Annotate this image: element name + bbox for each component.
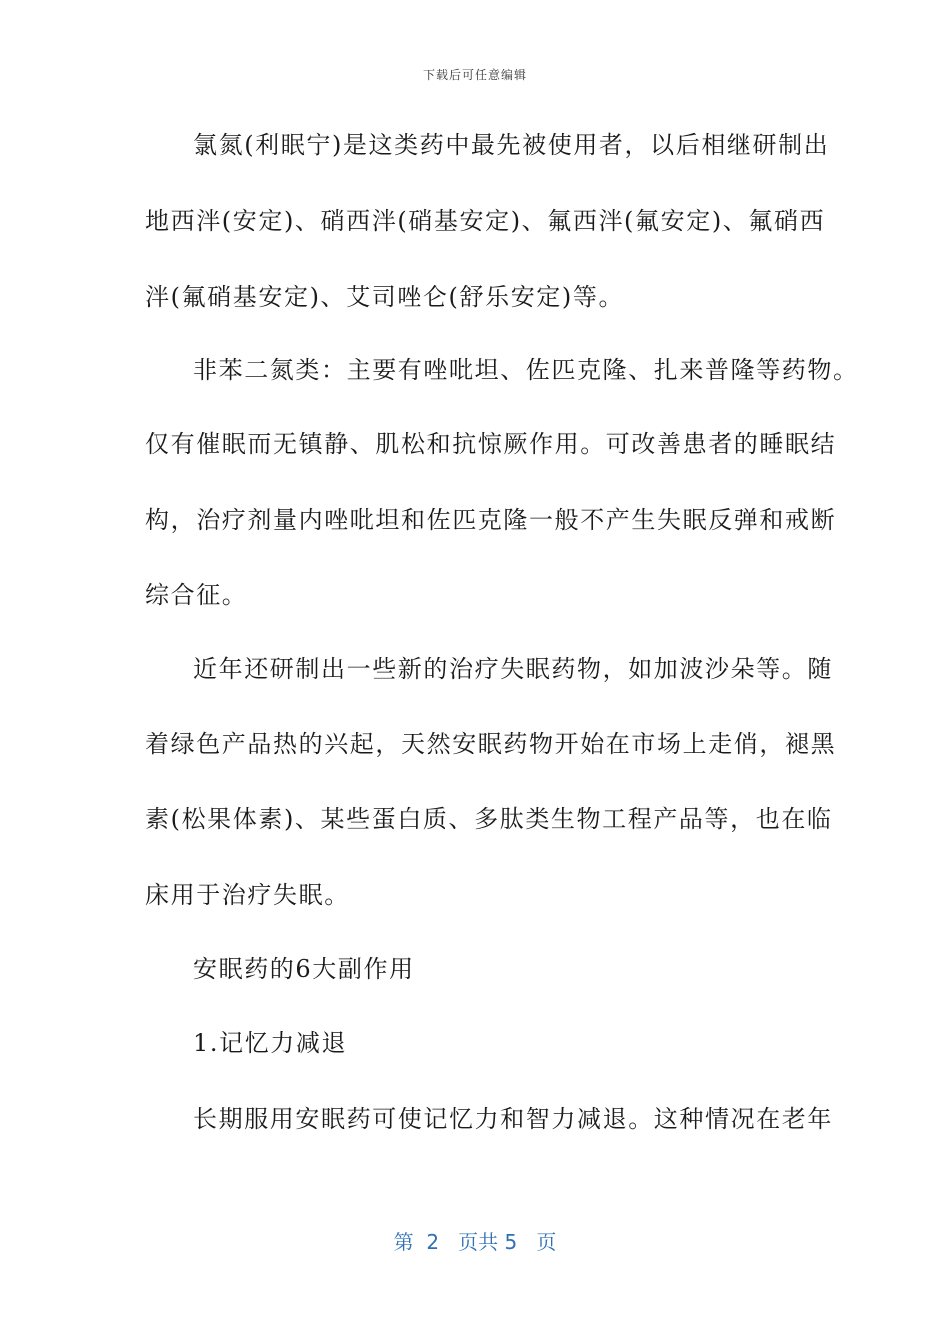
body-line: 非苯二氮类：主要有唑吡坦、佐匹克隆、扎来普隆等药物。 xyxy=(193,356,859,384)
body-line: 床用于治疗失眠。 xyxy=(145,881,350,909)
body-line: 泮(氟硝基安定)、艾司唑仑(舒乐安定)等。 xyxy=(145,283,625,311)
page-number-footer: 第 2 页共 5 页 xyxy=(393,1230,557,1254)
body-line: 素(松果体素)、某些蛋白质、多肽类生物工程产品等，也在临 xyxy=(145,805,833,833)
body-line: 综合征。 xyxy=(145,581,248,609)
section-heading: 安眠药的6大副作用 xyxy=(193,955,415,983)
body-line: 着绿色产品热的兴起，天然安眠药物开始在市场上走俏，褪黑 xyxy=(145,730,837,758)
body-line: 近年还研制出一些新的治疗失眠药物，如加波沙朵等。随 xyxy=(193,655,833,683)
body-line: 地西泮(安定)、硝西泮(硝基安定)、氟西泮(氟安定)、氟硝西 xyxy=(145,207,826,235)
subsection-heading: 1.记忆力减退 xyxy=(193,1029,348,1057)
body-line: 长期服用安眠药可使记忆力和智力减退。这种情况在老年 xyxy=(193,1105,833,1133)
body-line: 仅有催眠而无镇静、肌松和抗惊厥作用。可改善患者的睡眠结 xyxy=(145,430,837,458)
body-line: 构，治疗剂量内唑吡坦和佐匹克隆一般不产生失眠反弹和戒断 xyxy=(145,506,837,534)
body-line: 氯氮(利眠宁)是这类药中最先被使用者，以后相继研制出 xyxy=(193,131,830,159)
page-header-note: 下载后可任意编辑 xyxy=(422,68,527,82)
